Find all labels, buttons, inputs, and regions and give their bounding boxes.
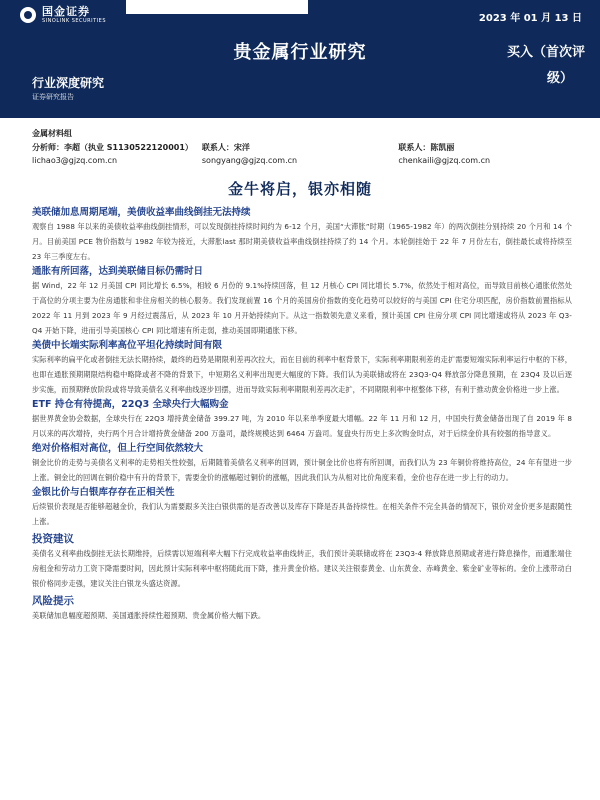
brand-logo (20, 6, 106, 24)
section-heading: 通胀有所回落，达到美联储目标仍需时日 (32, 266, 204, 277)
section-text: 后续银价表现是否能够超越金价，我们认为需要跟多关注白银供需的是否改善以及库存下降是否具备持续性。在相关条件不完全具备的情况下，银价对金价更多是跟随性上涨。 (32, 502, 572, 526)
section-heading: 美联储加息周期尾端，美债收益率曲线倒挂无法持续 (32, 207, 251, 218)
analyst-card (32, 142, 202, 165)
analyst-group: 金属材料组 (32, 129, 72, 138)
risk-text: 美联储加息幅度超预期、美国通胀持续性超预期、贵金属价格大幅下跌。 (32, 611, 266, 620)
section-text: 实际利率的扁平化或者倒挂无法长期持续，最终的趋势是期限利差再次拉大，而在目前的利率中枢背景下，实际利率期限利差的走扩需要短端实际利率运行中枢的下移，也即在通胀预期期限结构稳中略降或者不降的背景下，中短期名义利率出现更大幅度的下降。我们认为美联储或将在 23Q3-Q4 释放部分降息预期，在 23Q4 及以后逐步实施，而预期释放阶段或将导致美债名义利率曲线逐步回摆，进而导致实际利率期限利差再次走扩，不同期限利率中枢整体下移，有利于推动黄金价格进一步上涨。 (32, 355, 572, 394)
analyst-card (202, 142, 398, 165)
main-title: 金牛将启，银亦相随 (227, 180, 372, 198)
investment-advice-text: 美债名义利率曲线倒挂无法长期维持，后续需以短端利率大幅下行完成收益率曲线转正，我们预计美联储或将在 23Q3-4 释放降息预期或者进行降息操作，而通胀端住房租金和劳动力工资下降需要时间，因此预计实际利率中枢将随此而下降，推升黄金价格。建议关注银泰黄金、山东黄金、赤峰黄金、紫金矿业等标的。金价上涨带动白银价格同步走强，建议关注白银龙头盛达资源。 (32, 549, 572, 588)
risk-heading: 风险提示 (32, 595, 74, 607)
section-text: 据 Wind，22 年 12 月美国 CPI 同比增长 6.5%，相较 6 月份的 9.1%持续回落，但 12 月核心 CPI 同比增长 5.7%，依然处于相对高位，而导致目前核心通胀依然处于高位的分项主要为住房通胀和非住房相关的核心服务。我们发现前置 16 个月的美国房价指数的变化趋势可以较好的与美国 CPI 住宅分项匹配，房价指数前置指标从 2022 年 11 月到 2023 年 9 月经过震荡后，从 2023 年 10 月开始持续向下。从这一指数领先意义来看，预计美国 CPI 住房分项 CPI 同比增速或将从 2023 年 Q3-Q4 开始下降，进而引导美国核心 CPI 同比增速有所走弱，推动美国即期通胀下移。 (32, 281, 572, 335)
report-body (32, 205, 572, 623)
report-title: 贵金属行业研究 (233, 42, 367, 63)
rating-line-2: 级） (547, 71, 574, 86)
redaction-bar (126, 0, 308, 14)
rating-line-1: 买入（首次评 (507, 45, 586, 60)
analyst-block (32, 128, 572, 165)
analyst-name: 联系人：宋洋 (201, 143, 250, 152)
section-heading: 绝对价格相对高位，但上行空间依然较大 (32, 443, 204, 454)
analyst-name: 分析师：李超（执业 S1130522120001） (32, 143, 193, 152)
section-heading: ETF 持仓有待提高，22Q3 全球央行大幅购金 (32, 399, 229, 410)
analyst-card (398, 142, 572, 165)
report-date: 2023 年 01 月 13 日 (478, 13, 582, 24)
section-text: 据世界黄金协会数据，全球央行在 22Q3 增持黄金储备 399.27 吨，为 2010 年以来单季度最大增幅。22 年 11 月和 12 月，中国央行黄金储备出现了自 2019 年 8 月以来的再次增持，央行两个月合计增持黄金储备 200 万盎司，最终规模达到 6464 万盎司。复盘央行历史上多次购金时点，对于后续金价具有较强的指导意义。 (32, 414, 572, 438)
analyst-email[interactable]: lichao3@gjzq.com.cn (32, 156, 118, 165)
report-header (0, 0, 600, 118)
report-subtype: 证券研究报告 (32, 93, 74, 101)
report-type: 行业深度研究 (32, 76, 105, 90)
rating-label (507, 40, 595, 92)
section-heading: 金银比价与白银库存存在正相关性 (32, 487, 175, 498)
analyst-email[interactable]: songyang@gjzq.com.cn (201, 156, 298, 165)
analyst-email[interactable]: chenkaili@gjzq.com.cn (398, 156, 491, 165)
section-text: 观察自 1988 年以来的美债收益率曲线倒挂情形，可以发现倒挂持续时间约为 6-12 个月，美国“大滞胀”时期（1965-1982 年）的两次倒挂分别持续 20 个月和 14 个月。目前美国 PCE 物价指数与 1982 年较为接近，大滞胀last 那时期美债收益率曲线倒挂持续了约 14 个月。本轮倒挂始于 22 年 7 月份左右，倒挂最长或将持续至 23 年三季度左右。 (32, 222, 572, 261)
logo-name-cn: 国金证券 (42, 5, 90, 18)
investment-advice-heading: 投资建议 (32, 533, 74, 545)
analyst-name: 联系人：陈凯丽 (398, 143, 455, 152)
section-text: 铜金比价的走势与美债名义利率的走势相关性较强，后期随着美债名义利率的回调，预计铜金比价也将有所回调，而我们认为 23 年铜价将维持高位，24 年有望进一步上涨。铜金比的回调在铜价稳中有升的背景下，需要金价的涨幅超过铜价的涨幅，因此我们认为从相对比价角度来看，金价也存在进一步上行的动力。 (32, 458, 572, 482)
logo-name-en: SINOLINK SECURITIES (42, 18, 106, 24)
section-heading: 美债中长端实际利率高位平坦化持续时间有限 (32, 340, 223, 351)
logo-icon (20, 7, 36, 23)
